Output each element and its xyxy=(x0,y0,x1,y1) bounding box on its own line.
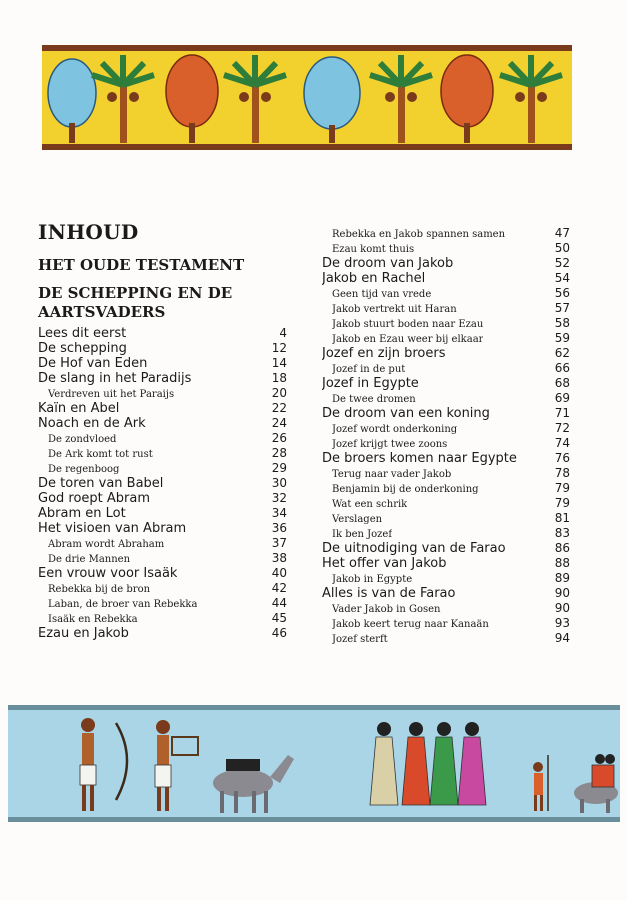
toc-entry-title: Jozef wordt onderkoning xyxy=(332,424,458,435)
toc-entry-page: 36 xyxy=(271,521,287,535)
toc-entry-page: 59 xyxy=(554,331,570,345)
section-heading: DE SCHEPPING EN DE AARTSVADERS xyxy=(38,284,233,321)
toc-entry-title: Verslagen xyxy=(332,514,383,525)
toc-entry-page: 81 xyxy=(554,511,570,525)
toc-entry-title: Terug naar vader Jakob xyxy=(332,469,452,480)
toc-entry-title: De droom van een koning xyxy=(322,406,490,421)
toc-entry-title: Het offer van Jakob xyxy=(322,556,447,571)
toc-entry-title: Jakob en Ezau weer bij elkaar xyxy=(332,334,484,345)
toc-subentry xyxy=(322,226,570,241)
toc-entry-title: Lees dit eerst xyxy=(38,326,127,341)
toc-entry-title: Jakob stuurt boden naar Ezau xyxy=(332,319,484,330)
toc-entry-page: 90 xyxy=(554,586,570,600)
toc-subentry xyxy=(322,571,570,586)
toc-entry-title: Benjamin bij de onderkoning xyxy=(332,484,479,495)
toc-entry-title: Rebekka en Jakob spannen samen xyxy=(332,229,506,240)
toc-entry xyxy=(38,401,287,416)
toc-subentry xyxy=(38,461,287,476)
toc-entry-title: De uitnodiging van de Farao xyxy=(322,541,506,556)
toc-entry-page: 30 xyxy=(271,476,287,490)
toc-subentry xyxy=(322,391,570,406)
toc-subentry xyxy=(38,596,287,611)
toc-entry-page: 68 xyxy=(554,376,570,390)
toc-subentry xyxy=(322,316,570,331)
toc-entry-page: 14 xyxy=(271,356,287,370)
procession-frieze-illustration xyxy=(8,705,620,822)
toc-entry-title: Abram wordt Abraham xyxy=(48,539,165,550)
toc-entry xyxy=(322,451,570,466)
toc-entry-title: Jakob en Rachel xyxy=(322,271,426,286)
toc-entry-page: 28 xyxy=(271,446,287,460)
toc-entry-page: 79 xyxy=(554,481,570,495)
toc-entry-title: Jozef in de put xyxy=(332,364,406,375)
toc-entry-page: 22 xyxy=(271,401,287,415)
toc-entry xyxy=(38,476,287,491)
toc-subentry xyxy=(322,616,570,631)
toc-entry-page: 50 xyxy=(554,241,570,255)
toc-entry xyxy=(38,341,287,356)
toc-entry-page: 37 xyxy=(271,536,287,550)
toc-entry xyxy=(38,356,287,371)
testament-heading: HET OUDE TESTAMENT xyxy=(38,256,245,274)
toc-subentry xyxy=(322,301,570,316)
toc-entry-page: 34 xyxy=(271,506,287,520)
toc-entry xyxy=(38,491,287,506)
toc-entry-page: 90 xyxy=(554,601,570,615)
toc-subentry xyxy=(38,431,287,446)
toc-entry-page: 38 xyxy=(271,551,287,565)
toc-subentry xyxy=(322,496,570,511)
toc-title: INHOUD xyxy=(38,220,139,244)
procession-frieze-svg xyxy=(8,705,620,822)
toc-subentry xyxy=(38,536,287,551)
toc-entry-page: 88 xyxy=(554,556,570,570)
toc-entry-page: 29 xyxy=(271,461,287,475)
toc-entry-title: Jozef en zijn broers xyxy=(322,346,446,361)
toc-subentry xyxy=(322,601,570,616)
toc-entry xyxy=(38,326,287,341)
toc-entry-page: 52 xyxy=(554,256,570,270)
toc-list-left xyxy=(38,326,287,641)
toc-entry-title: Wat een schrik xyxy=(332,499,408,510)
toc-entry xyxy=(322,256,570,271)
toc-entry-page: 94 xyxy=(554,631,570,645)
toc-entry-title: Ik ben Jozef xyxy=(332,529,393,540)
toc-entry xyxy=(322,406,570,421)
toc-entry-page: 57 xyxy=(554,301,570,315)
toc-entry-page: 40 xyxy=(271,566,287,580)
toc-entry-title: Een vrouw voor Isaäk xyxy=(38,566,178,581)
toc-subentry xyxy=(322,241,570,256)
toc-entry-title: De zondvloed xyxy=(48,434,117,445)
toc-entry-page: 62 xyxy=(554,346,570,360)
toc-entry-title: De regenboog xyxy=(48,464,120,475)
toc-entry-title: De toren van Babel xyxy=(38,476,164,491)
toc-entry-page: 24 xyxy=(271,416,287,430)
toc-entry xyxy=(38,506,287,521)
toc-entry-title: Jakob keert terug naar Kanaän xyxy=(332,619,489,630)
toc-entry xyxy=(38,521,287,536)
toc-subentry xyxy=(322,481,570,496)
toc-entry-page: 12 xyxy=(271,341,287,355)
toc-entry-page: 26 xyxy=(271,431,287,445)
toc-entry-page: 47 xyxy=(554,226,570,240)
toc-subentry xyxy=(322,511,570,526)
toc-entry xyxy=(322,271,570,286)
toc-subentry xyxy=(322,286,570,301)
toc-entry-page: 20 xyxy=(271,386,287,400)
toc-entry-page: 76 xyxy=(554,451,570,465)
toc-entry-page: 83 xyxy=(554,526,570,540)
toc-entry-title: Ezau en Jakob xyxy=(38,626,129,641)
tree-frieze-svg xyxy=(42,45,572,150)
toc-entry-page: 74 xyxy=(554,436,570,450)
toc-entry xyxy=(322,346,570,361)
toc-entry-title: Verdreven uit het Paraijs xyxy=(48,389,175,400)
toc-entry-page: 44 xyxy=(271,596,287,610)
toc-entry-title: Abram en Lot xyxy=(38,506,126,521)
toc-entry-title: Geen tijd van vrede xyxy=(332,289,432,300)
toc-entry-page: 46 xyxy=(271,626,287,640)
toc-subentry xyxy=(322,421,570,436)
toc-entry xyxy=(38,416,287,431)
toc-list-right xyxy=(322,226,570,646)
toc-subentry xyxy=(38,386,287,401)
toc-right-column xyxy=(322,226,570,646)
toc-entry-page: 89 xyxy=(554,571,570,585)
toc-entry-page: 78 xyxy=(554,466,570,480)
toc-entry-title: De twee dromen xyxy=(332,394,416,405)
toc-subentry xyxy=(322,631,570,646)
toc-entry-title: Jozef krijgt twee zoons xyxy=(332,439,448,450)
toc-entry-page: 79 xyxy=(554,496,570,510)
toc-entry xyxy=(38,566,287,581)
toc-left-column xyxy=(38,222,287,641)
toc-entry-page: 58 xyxy=(554,316,570,330)
toc-entry-page: 66 xyxy=(554,361,570,375)
toc-entry-page: 69 xyxy=(554,391,570,405)
toc-entry-title: Noach en de Ark xyxy=(38,416,146,431)
toc-entry-title: De droom van Jakob xyxy=(322,256,454,271)
toc-entry-title: Jozef sterft xyxy=(332,634,388,645)
toc-subentry xyxy=(322,331,570,346)
toc-entry-title: De drie Mannen xyxy=(48,554,131,565)
toc-entry-page: 56 xyxy=(554,286,570,300)
toc-entry xyxy=(322,586,570,601)
toc-entry-page: 93 xyxy=(554,616,570,630)
toc-entry-title: De Ark komt tot rust xyxy=(48,449,153,460)
toc-entry-title: De Hof van Eden xyxy=(38,356,148,371)
toc-entry-page: 18 xyxy=(271,371,287,385)
toc-entry-title: De slang in het Paradijs xyxy=(38,371,192,386)
toc-entry-title: De broers komen naar Egypte xyxy=(322,451,517,466)
toc-subentry xyxy=(38,611,287,626)
toc-entry-title: Jakob in Egypte xyxy=(332,574,413,585)
tree-frieze-illustration xyxy=(42,45,572,150)
toc-subentry xyxy=(322,361,570,376)
toc-entry-title: Rebekka bij de bron xyxy=(48,584,151,595)
toc-entry-title: Jozef in Egypte xyxy=(322,376,419,391)
toc-entry-page: 32 xyxy=(271,491,287,505)
toc-subentry xyxy=(38,446,287,461)
toc-entry-page: 42 xyxy=(271,581,287,595)
toc-entry-title: Ezau komt thuis xyxy=(332,244,415,255)
toc-entry-title: Vader Jakob in Gosen xyxy=(332,604,441,615)
toc-entry-title: Isaäk en Rebekka xyxy=(48,614,138,625)
toc-subentry xyxy=(38,551,287,566)
toc-entry xyxy=(322,376,570,391)
toc-entry-page: 4 xyxy=(279,326,287,340)
toc-entry-page: 71 xyxy=(554,406,570,420)
toc-entry-page: 72 xyxy=(554,421,570,435)
toc-entry xyxy=(322,556,570,571)
toc-entry-page: 54 xyxy=(554,271,570,285)
toc-subentry xyxy=(322,436,570,451)
toc-entry xyxy=(38,371,287,386)
toc-subentry xyxy=(38,581,287,596)
toc-entry-page: 86 xyxy=(554,541,570,555)
toc-entry-title: Laban, de broer van Rebekka xyxy=(48,599,198,610)
toc-entry xyxy=(38,626,287,641)
toc-subentry xyxy=(322,466,570,481)
toc-entry-title: Kaïn en Abel xyxy=(38,401,120,416)
toc-entry-title: Het visioen van Abram xyxy=(38,521,187,536)
toc-entry-title: Jakob vertrekt uit Haran xyxy=(332,304,457,315)
toc-subentry xyxy=(322,526,570,541)
toc-entry xyxy=(322,541,570,556)
toc-entry-title: Alles is van de Farao xyxy=(322,586,456,601)
toc-entry-title: De schepping xyxy=(38,341,127,356)
toc-entry-title: God roept Abram xyxy=(38,491,151,506)
toc-entry-page: 45 xyxy=(271,611,287,625)
